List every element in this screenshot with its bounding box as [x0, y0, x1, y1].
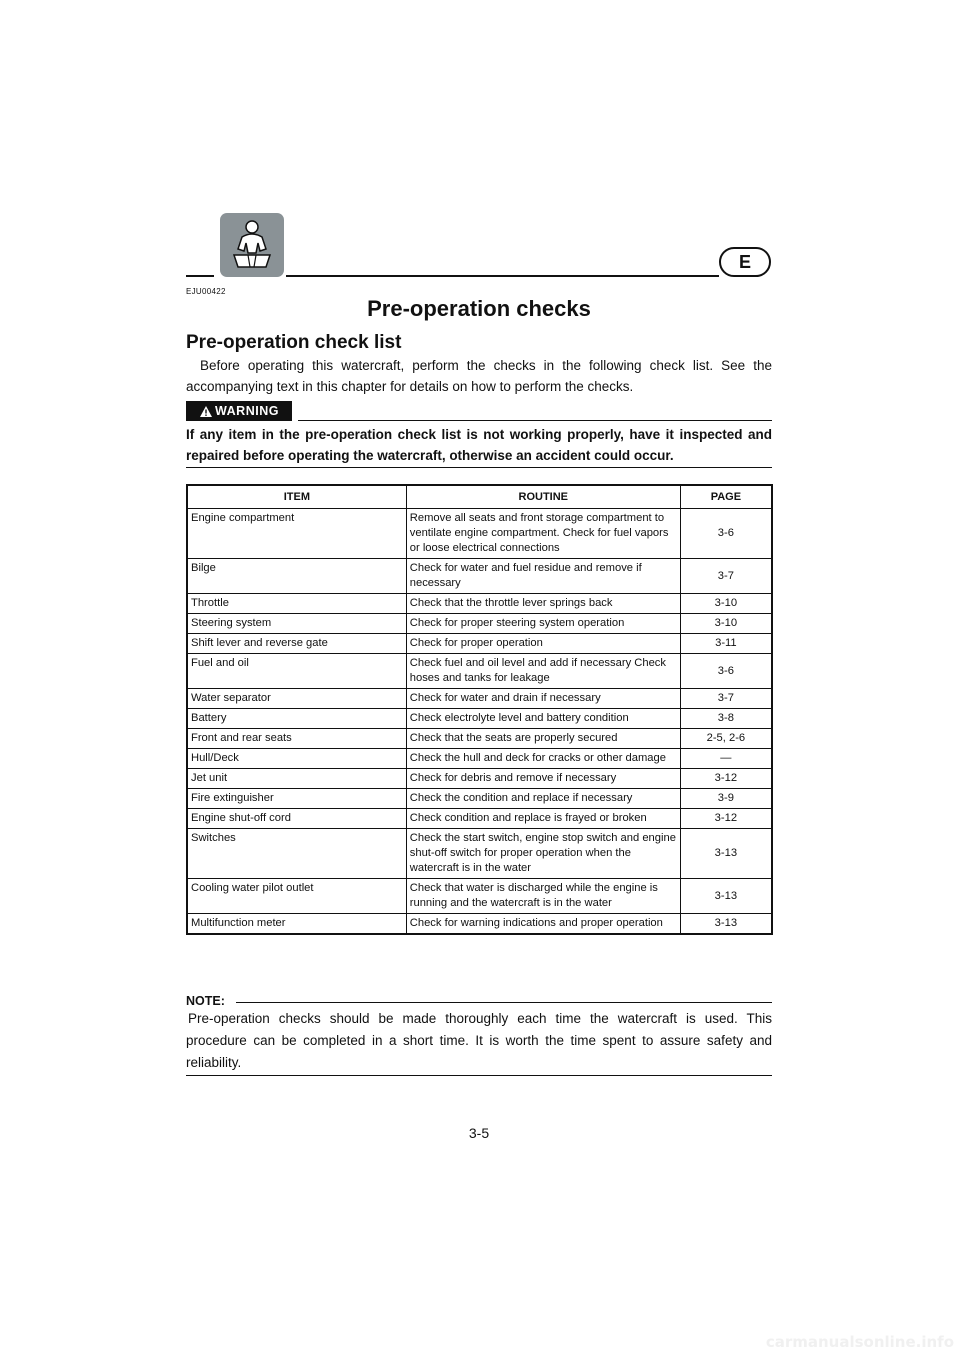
- table-row: [187, 594, 772, 614]
- warning-text: If any item in the pre-operation check list is not working properly, have it inspected and repaired before operating the watercraft, otherwise an accident could occur.: [186, 427, 772, 463]
- cell-page: 3-12: [680, 809, 772, 829]
- intro-paragraph: Before operating this watercraft, perform the checks in the following check list. See the accompanying text in this chapter for details on how to perform the checks.: [186, 358, 772, 394]
- cell-routine: Check the condition and replace if necessary: [406, 789, 680, 809]
- cell-page: 3-13: [680, 879, 772, 914]
- chapter-icon: [220, 213, 284, 277]
- table-row: [187, 559, 772, 594]
- header-page: PAGE: [680, 485, 772, 509]
- cell-routine: Check that water is discharged while the engine is running and the watercraft is in the water: [406, 879, 680, 914]
- cell-item: Engine shut-off cord: [187, 809, 406, 829]
- warning-label: [186, 401, 292, 421]
- table-row: [187, 749, 772, 769]
- cell-item: Water separator: [187, 689, 406, 709]
- cell-page: 3-8: [680, 709, 772, 729]
- table-body: [187, 509, 772, 935]
- cell-item: Switches: [187, 829, 406, 879]
- table-row: [187, 729, 772, 749]
- table-row: [187, 689, 772, 709]
- table-header-row: [187, 485, 772, 509]
- table-row: [187, 769, 772, 789]
- cell-routine: Check the hull and deck for cracks or other damage: [406, 749, 680, 769]
- cell-item: Steering system: [187, 614, 406, 634]
- cell-routine: Check condition and replace is frayed or broken: [406, 809, 680, 829]
- cell-item: Bilge: [187, 559, 406, 594]
- table-row: [187, 879, 772, 914]
- cell-item: Fire extinguisher: [187, 789, 406, 809]
- cell-routine: Check for water and fuel residue and remove if necessary: [406, 559, 680, 594]
- cell-item: Throttle: [187, 594, 406, 614]
- header-routine: ROUTINE: [406, 485, 680, 509]
- cell-routine: Check for debris and remove if necessary: [406, 769, 680, 789]
- warning-label-text: WARNING: [215, 404, 279, 418]
- warning-rule: [298, 420, 772, 421]
- warning-triangle-icon: [199, 405, 213, 418]
- table-row: [187, 789, 772, 809]
- header-rule-left: [186, 275, 214, 277]
- cell-page: 3-9: [680, 789, 772, 809]
- table-row: [187, 914, 772, 935]
- cell-routine: Check for proper steering system operation: [406, 614, 680, 634]
- header-item: ITEM: [187, 485, 406, 509]
- page-number: 3-5: [468, 1125, 490, 1141]
- cell-page: 3-6: [680, 654, 772, 689]
- cell-item: Engine compartment: [187, 509, 406, 559]
- cell-routine: Check for proper operation: [406, 634, 680, 654]
- document-code: EJU00422: [186, 287, 226, 296]
- cell-page: 3-13: [680, 829, 772, 879]
- table-row: [187, 509, 772, 559]
- cell-item: Hull/Deck: [187, 749, 406, 769]
- cell-page: 3-7: [680, 689, 772, 709]
- cell-item: Jet unit: [187, 769, 406, 789]
- warning-end-rule: [186, 467, 772, 468]
- cell-page: —: [680, 749, 772, 769]
- section-title: Pre-operation check list: [186, 332, 402, 353]
- cell-routine: Check that the seats are properly secured: [406, 729, 680, 749]
- table-row: [187, 829, 772, 879]
- cell-page: 3-10: [680, 614, 772, 634]
- cell-item: Fuel and oil: [187, 654, 406, 689]
- language-badge: E: [719, 247, 771, 277]
- cell-page: 3-7: [680, 559, 772, 594]
- header-rule: [286, 275, 719, 277]
- table-row: [187, 809, 772, 829]
- cell-item: Battery: [187, 709, 406, 729]
- cell-routine: Check for water and drain if necessary: [406, 689, 680, 709]
- cell-page: 3-12: [680, 769, 772, 789]
- cell-page: 3-10: [680, 594, 772, 614]
- cell-page: 3-11: [680, 634, 772, 654]
- note-end-rule: [186, 1075, 772, 1076]
- cell-routine: Remove all seats and front storage compartment to ventilate engine compartment. Check for fuel vapors or loose electrical connections: [406, 509, 680, 559]
- check-list-table: [186, 484, 773, 935]
- footer-watermark: carmanualsonline.info: [765, 1333, 954, 1351]
- cell-routine: Check electrolyte level and battery condition: [406, 709, 680, 729]
- cell-page: 3-13: [680, 914, 772, 935]
- cell-item: Front and rear seats: [187, 729, 406, 749]
- table-row: [187, 634, 772, 654]
- cell-item: Cooling water pilot outlet: [187, 879, 406, 914]
- cell-routine: Check fuel and oil level and add if necessary Check hoses and tanks for leakage: [406, 654, 680, 689]
- cell-page: 2-5, 2-6: [680, 729, 772, 749]
- cell-routine: Check that the throttle lever springs back: [406, 594, 680, 614]
- table-row: [187, 614, 772, 634]
- note-rule: [236, 1002, 772, 1003]
- note-text: Pre-operation checks should be made thoroughly each time the watercraft is used. This procedure can be completed in a short time. It is worth the time spent to assure safety and reliability.: [186, 1011, 772, 1070]
- note-label: NOTE:: [186, 994, 225, 1008]
- page-title: Pre-operation checks: [367, 296, 591, 321]
- cell-routine: Check the start switch, engine stop switch and engine shut-off switch for proper operation when the watercraft is in the water: [406, 829, 680, 879]
- table-row: [187, 709, 772, 729]
- cell-item: Shift lever and reverse gate: [187, 634, 406, 654]
- cell-item: Multifunction meter: [187, 914, 406, 935]
- table-row: [187, 654, 772, 689]
- jetski-rider-icon: [220, 213, 284, 277]
- cell-page: 3-6: [680, 509, 772, 559]
- cell-routine: Check for warning indications and proper operation: [406, 914, 680, 935]
